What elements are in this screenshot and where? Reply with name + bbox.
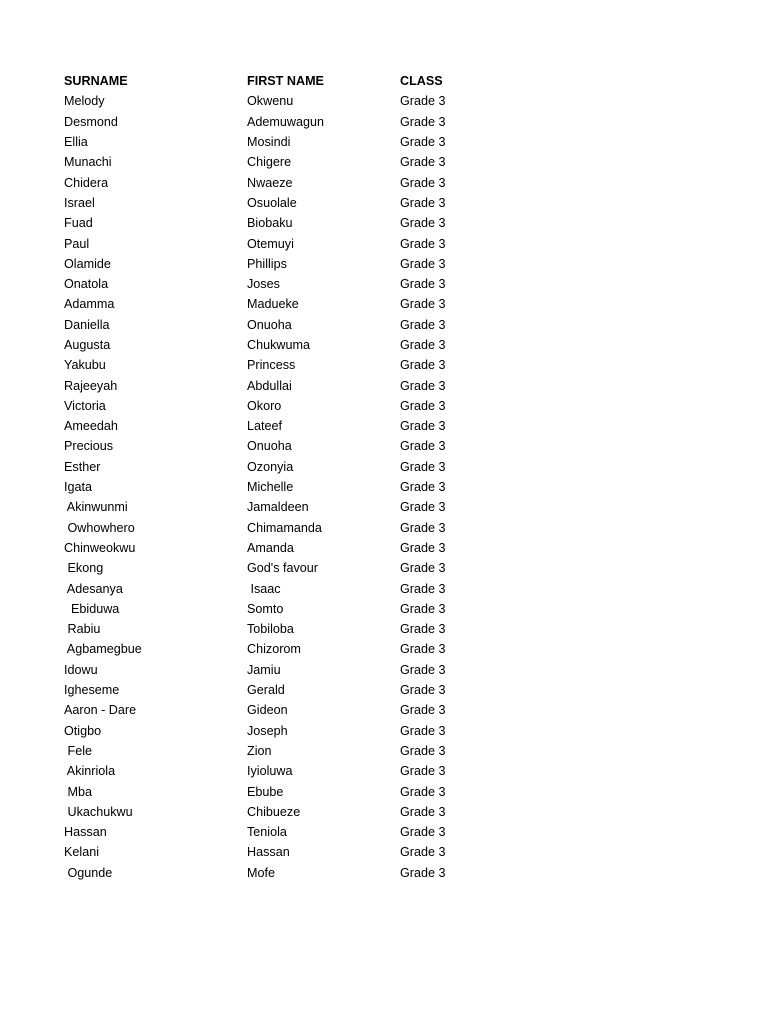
cell-first-name: Osuolale xyxy=(247,195,297,210)
cell-class: Grade 3 xyxy=(400,581,446,596)
cell-class: Grade 3 xyxy=(400,135,446,150)
cell-first-name: Ozonyia xyxy=(247,459,294,474)
cell-class: Grade 3 xyxy=(400,662,446,677)
cell-first-name: Gerald xyxy=(247,683,285,698)
cell-first-name: Madueke xyxy=(247,297,299,312)
table-row xyxy=(64,578,480,598)
cell-first-name: Hassan xyxy=(247,845,290,860)
cell-first-name: Phillips xyxy=(247,256,287,271)
cell-surname: Ukachukwu xyxy=(64,804,133,819)
cell-class: Grade 3 xyxy=(400,419,446,434)
table-row xyxy=(64,172,480,192)
cell-first-name: Chukwuma xyxy=(247,338,310,352)
header-first-name: FIRST NAME xyxy=(247,74,324,89)
table-row xyxy=(64,274,480,294)
table-row xyxy=(64,436,480,456)
table-row xyxy=(64,477,480,497)
cell-surname: Rajeeyah xyxy=(64,378,118,393)
table-row xyxy=(64,335,480,355)
cell-class: Grade 3 xyxy=(400,480,446,495)
cell-first-name: Okoro xyxy=(247,398,282,413)
cell-first-name: Zion xyxy=(247,743,272,758)
cell-surname: Esther xyxy=(64,459,101,474)
cell-surname: Mba xyxy=(64,784,92,799)
table-row xyxy=(64,497,480,517)
cell-class: Grade 3 xyxy=(400,764,446,779)
cell-first-name: Chigere xyxy=(247,155,292,170)
cell-first-name: Michelle xyxy=(247,480,294,495)
cell-surname: Ekong xyxy=(64,561,104,576)
cell-class: Grade 3 xyxy=(400,784,446,799)
cell-surname: Desmond xyxy=(64,114,118,129)
table-row xyxy=(64,660,480,680)
table-row xyxy=(64,294,480,314)
table-row xyxy=(64,396,480,416)
cell-class: Grade 3 xyxy=(400,845,446,860)
cell-class: Grade 3 xyxy=(400,398,446,413)
table-row xyxy=(64,538,480,558)
table-row xyxy=(64,842,480,862)
cell-first-name: Princess xyxy=(247,358,296,373)
cell-surname: Yakubu xyxy=(64,358,106,373)
cell-surname: Ebiduwa xyxy=(64,601,120,616)
cell-first-name: Okwenu xyxy=(247,94,294,109)
cell-class: Grade 3 xyxy=(400,622,446,637)
cell-class: Grade 3 xyxy=(400,723,446,738)
cell-first-name: Jamiu xyxy=(247,662,281,677)
cell-surname: Akinriola xyxy=(64,764,116,779)
table-row xyxy=(64,152,480,172)
cell-surname: Israel xyxy=(64,195,95,210)
cell-surname: Melody xyxy=(64,94,105,109)
cell-class: Grade 3 xyxy=(400,683,446,698)
cell-surname: Otigbo xyxy=(64,723,102,738)
cell-surname: Fele xyxy=(64,743,92,758)
cell-first-name: Onuoha xyxy=(247,439,292,454)
cell-surname: Ellia xyxy=(64,135,88,150)
cell-class: Grade 3 xyxy=(400,642,446,657)
cell-class: Grade 3 xyxy=(400,378,446,393)
cell-surname: Chidera xyxy=(64,175,109,190)
table-row xyxy=(64,457,480,477)
table-row xyxy=(64,112,480,132)
table-row xyxy=(64,802,480,822)
cell-class: Grade 3 xyxy=(400,358,446,373)
cell-surname: Adesanya xyxy=(64,581,123,596)
cell-first-name: God's favour xyxy=(247,561,319,576)
table-row xyxy=(64,233,480,253)
cell-class: Grade 3 xyxy=(400,703,446,718)
table-row xyxy=(64,315,480,335)
cell-first-name: Chibueze xyxy=(247,804,301,819)
cell-surname: Hassan xyxy=(64,825,107,840)
table-row xyxy=(64,619,480,639)
table-header-row xyxy=(64,71,480,91)
table-row xyxy=(64,213,480,233)
cell-surname: Munachi xyxy=(64,155,112,170)
cell-class: Grade 3 xyxy=(400,256,446,271)
cell-surname: Victoria xyxy=(64,398,106,413)
cell-class: Grade 3 xyxy=(400,540,446,555)
cell-first-name: Biobaku xyxy=(247,216,293,231)
cell-surname: Igheseme xyxy=(64,683,120,698)
cell-first-name: Ademuwagun xyxy=(247,114,325,129)
cell-class: Grade 3 xyxy=(400,317,446,332)
cell-surname: Owhowhero xyxy=(64,520,135,535)
cell-first-name: Otemuyi xyxy=(247,236,294,251)
table-row xyxy=(64,375,480,395)
cell-surname: Rabiu xyxy=(64,622,101,637)
cell-surname: Paul xyxy=(64,236,90,251)
cell-surname: Fuad xyxy=(64,216,93,231)
table-row xyxy=(64,91,480,111)
cell-first-name: Chimamanda xyxy=(247,520,322,535)
table-row xyxy=(64,132,480,152)
cell-first-name: Nwaeze xyxy=(247,175,293,190)
cell-class: Grade 3 xyxy=(400,216,446,231)
cell-first-name: Mofe xyxy=(247,865,275,880)
cell-surname: Aaron - Dare xyxy=(64,703,137,718)
table-row xyxy=(64,721,480,741)
cell-class: Grade 3 xyxy=(400,94,446,109)
cell-class: Grade 3 xyxy=(400,236,446,251)
cell-class: Grade 3 xyxy=(400,825,446,840)
cell-class: Grade 3 xyxy=(400,195,446,210)
cell-first-name: Isaac xyxy=(247,581,281,596)
cell-surname: Olamide xyxy=(64,256,111,271)
cell-first-name: Mosindi xyxy=(247,135,291,150)
cell-class: Grade 3 xyxy=(400,155,446,170)
cell-class: Grade 3 xyxy=(400,561,446,576)
cell-surname: Agbamegbue xyxy=(64,642,142,657)
cell-first-name: Joseph xyxy=(247,723,288,738)
cell-first-name: Lateef xyxy=(247,419,283,434)
table-row xyxy=(64,599,480,619)
table-row xyxy=(64,680,480,700)
cell-surname: Ameedah xyxy=(64,419,118,434)
cell-surname: Idowu xyxy=(64,662,98,677)
cell-surname: Onatola xyxy=(64,277,109,292)
class-list-table xyxy=(64,71,480,883)
table-row xyxy=(64,822,480,842)
cell-surname: Daniella xyxy=(64,317,110,332)
cell-surname: Precious xyxy=(64,439,113,454)
table-body xyxy=(64,91,480,883)
cell-class: Grade 3 xyxy=(400,743,446,758)
cell-class: Grade 3 xyxy=(400,601,446,616)
cell-first-name: Abdullai xyxy=(247,378,292,393)
table-row xyxy=(64,558,480,578)
cell-class: Grade 3 xyxy=(400,865,446,880)
cell-class: Grade 3 xyxy=(400,175,446,190)
table-row xyxy=(64,781,480,801)
cell-surname: Akinwunmi xyxy=(64,500,128,515)
cell-class: Grade 3 xyxy=(400,804,446,819)
cell-first-name: Joses xyxy=(247,277,280,292)
cell-class: Grade 3 xyxy=(400,277,446,292)
cell-surname: Igata xyxy=(64,480,93,495)
cell-class: Grade 3 xyxy=(400,459,446,474)
cell-first-name: Ebube xyxy=(247,784,284,799)
cell-class: Grade 3 xyxy=(400,439,446,454)
cell-first-name: Iyioluwa xyxy=(247,764,293,779)
table-row xyxy=(64,741,480,761)
table-row xyxy=(64,254,480,274)
cell-class: Grade 3 xyxy=(400,520,446,535)
cell-first-name: Teniola xyxy=(247,825,287,840)
cell-surname: Ogunde xyxy=(64,865,113,880)
cell-class: Grade 3 xyxy=(400,297,446,312)
header-class: CLASS xyxy=(400,74,443,89)
cell-surname: Adamma xyxy=(64,297,115,312)
cell-first-name: Onuoha xyxy=(247,317,292,332)
cell-class: Grade 3 xyxy=(400,114,446,129)
table-row xyxy=(64,700,480,720)
table-row xyxy=(64,761,480,781)
cell-first-name: Chizorom xyxy=(247,642,301,657)
cell-surname: Kelani xyxy=(64,845,100,860)
table-row xyxy=(64,416,480,436)
cell-first-name: Somto xyxy=(247,601,284,616)
header-surname: SURNAME xyxy=(64,74,128,89)
cell-first-name: Tobiloba xyxy=(247,622,294,637)
table-row xyxy=(64,518,480,538)
cell-surname: Chinweokwu xyxy=(64,540,136,555)
table-row xyxy=(64,863,480,883)
table-row xyxy=(64,639,480,659)
cell-first-name: Amanda xyxy=(247,540,294,555)
table-row xyxy=(64,355,480,375)
cell-first-name: Gideon xyxy=(247,703,288,718)
cell-class: Grade 3 xyxy=(400,338,446,352)
table-row xyxy=(64,193,480,213)
cell-class: Grade 3 xyxy=(400,500,446,515)
cell-first-name: Jamaldeen xyxy=(247,500,309,515)
cell-surname: Augusta xyxy=(64,338,111,352)
